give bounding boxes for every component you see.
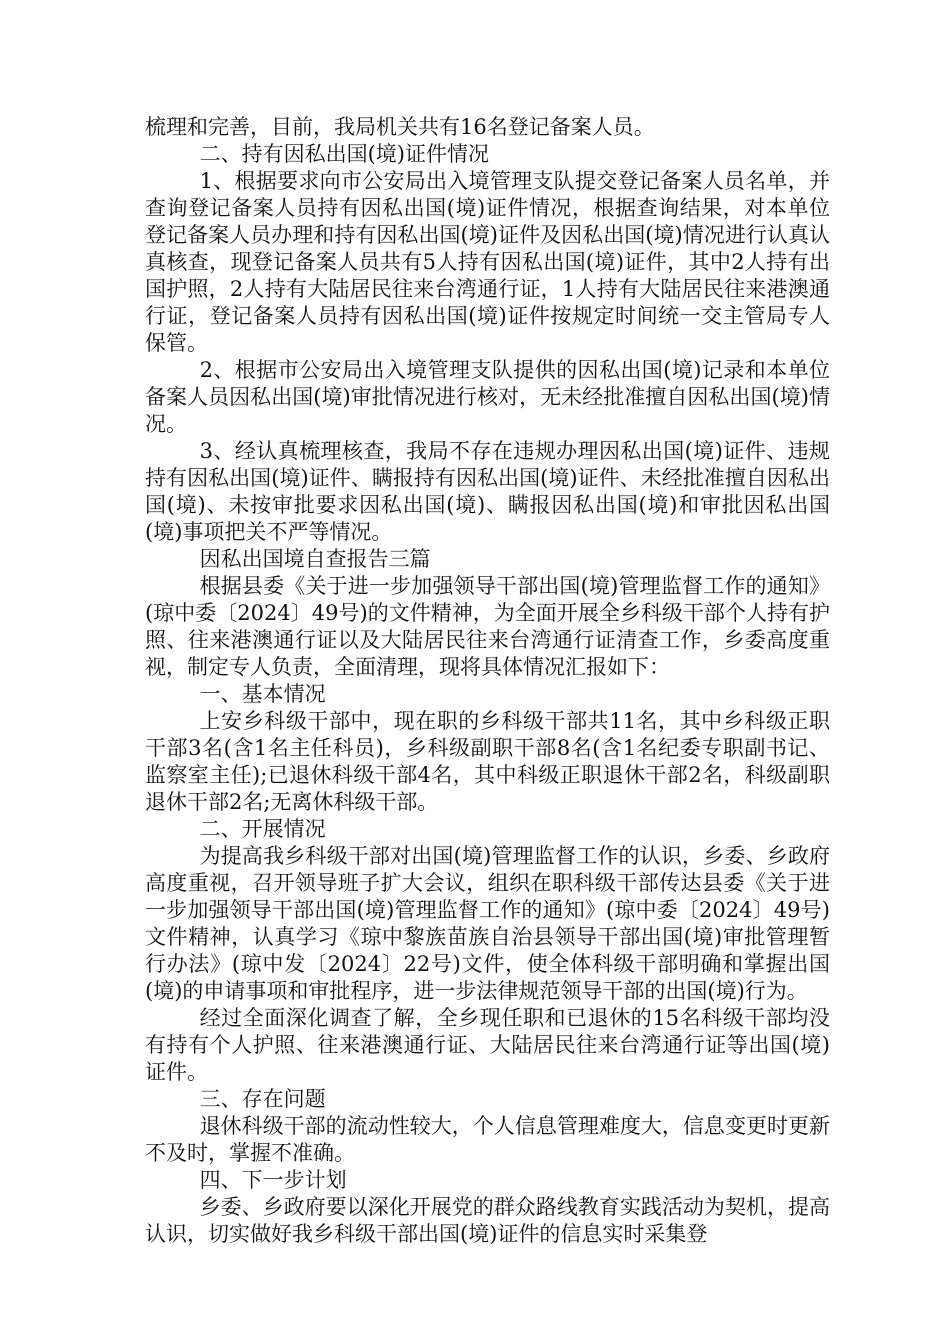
paragraph: 1、根据要求向市公安局出入境管理支队提交登记备案人员名单，并查询登记备案人员持有因私出国(境)证件情况，根据查询结果，对本单位登记备案人员办理和持有因私出国(境)证件及因私出国(境)情况进行认真认真核查，现登记备案人员共有5人持有因私出国(境)证件，其中2人持有出国护照，2人持有大陆居民往来台湾通行证，1人持有大陆居民往来港澳通行证，登记备案人员持有因私出国(境)证件按规定时间统一交主管局专人保管。 — [145, 169, 830, 355]
paragraph: 梳理和完善，目前，我局机关共有16名登记备案人员。 — [145, 115, 655, 139]
paragraph: 为提高我乡科级干部对出国(境)管理监督工作的认识，乡委、乡政府高度重视，召开领导班子扩大会议，组织在职科级干部传达县委《关于进一步加强领导干部出国(境)管理监督工作的通知》(琼中委〔2024〕49号)文件精神，认真学习《琼中黎族苗族自治县领导干部出国(境)审批管理暂行办法》(琼中发〔2024〕22号)文件，使全体科级干部明确和掌握出国(境)的申请事项和审批程序，进一步法律规范领导干部的出国(境)行为。 — [145, 844, 830, 1003]
document-page — [145, 114, 830, 1248]
paragraph: 2、根据市公安局出入境管理支队提供的因私出国(境)记录和本单位备案人员因私出国(境)审批情况进行核对，无未经批准擅自因私出国(境)情况。 — [145, 358, 830, 436]
section-heading: 二、开展情况 — [199, 817, 326, 841]
paragraph: 3、经认真梳理核查，我局不存在违规办理因私出国(境)证件、违规持有因私出国(境)证件、瞒报持有因私出国(境)证件、未经批准擅自因私出国(境)、未按审批要求因私出国(境)、瞒报因私出国(境)和审批因私出国(境)事项把关不严等情况。 — [145, 439, 830, 544]
document-title: 因私出国境自查报告三篇 — [199, 547, 431, 571]
section-heading: 一、基本情况 — [199, 682, 326, 706]
paragraph: 乡委、乡政府要以深化开展党的群众路线教育实践活动为契机，提高认识，切实做好我乡科级干部出国(境)证件的信息实时采集登 — [145, 1195, 830, 1246]
section-heading: 二、持有因私出国(境)证件情况 — [199, 142, 489, 166]
paragraph: 经过全面深化调查了解，全乡现任职和已退休的15名科级干部均没有持有个人护照、往来港澳通行证、大陆居民往来台湾通行证等出国(境)证件。 — [145, 1006, 830, 1084]
paragraph: 上安乡科级干部中，现在职的乡科级干部共11名，其中乡科级正职干部3名(含1名主任科员)，乡科级副职干部8名(含1名纪委专职副书记、监察室主任);已退休科级干部4名，其中科级正职退休干部2名，科级副职退休干部2名;无离休科级干部。 — [145, 709, 830, 814]
section-heading: 四、下一步计划 — [199, 1168, 347, 1192]
section-heading: 三、存在问题 — [199, 1087, 326, 1111]
paragraph: 退休科级干部的流动性较大，个人信息管理难度大，信息变更时更新不及时，掌握不准确。 — [145, 1114, 830, 1165]
paragraph: 根据县委《关于进一步加强领导干部出国(境)管理监督工作的通知》(琼中委〔2024〕49号)的文件精神，为全面开展全乡科级干部个人持有护照、往来港澳通行证以及大陆居民往来台湾通行证清查工作，乡委高度重视，制定专人负责，全面清理，现将具体情况汇报如下： — [145, 574, 830, 679]
